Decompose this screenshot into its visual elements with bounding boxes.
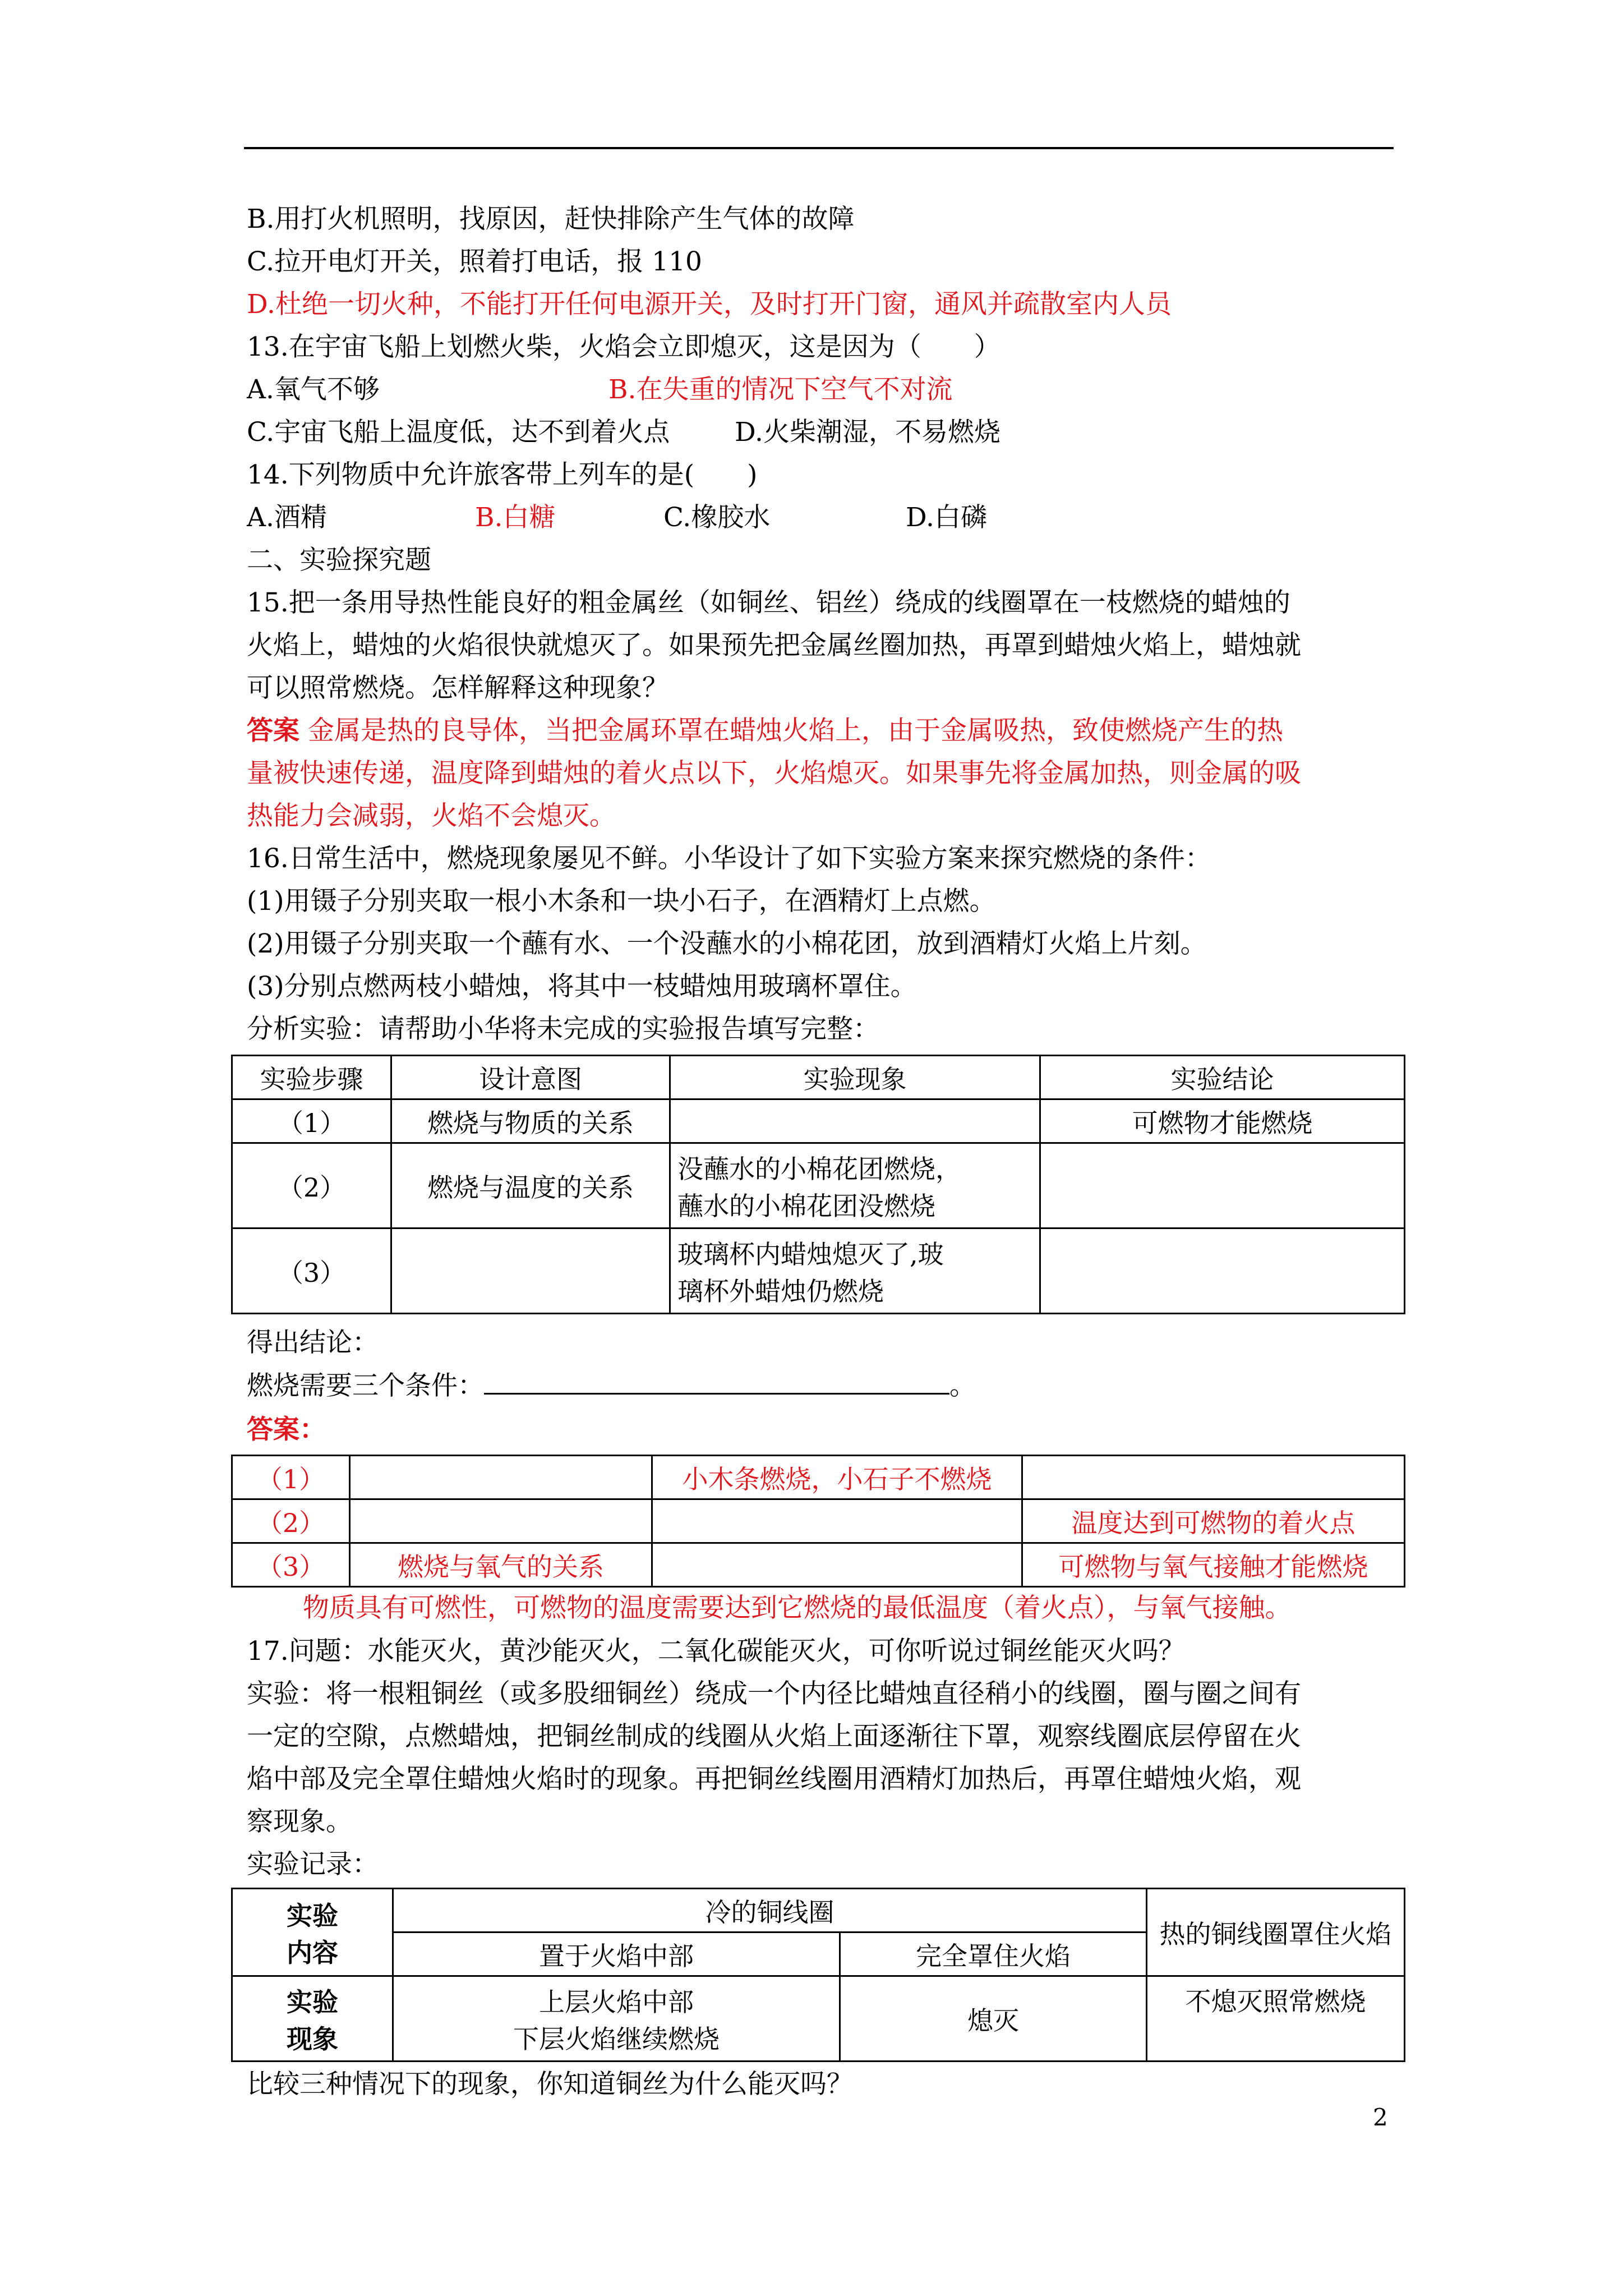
q15-answer-line-2: 量被快速传递，温度降到蜡烛的着火点以下，火焰熄灭。如果事先将金属加热，则金属的吸: [247, 758, 1301, 789]
q17-line-2: 实验：将一根粗铜丝（或多股细铜丝）绕成一个内径比蜡烛直径稍小的线圈，圈与圈之间有: [247, 1678, 1301, 1709]
table-cell: [670, 1228, 1040, 1314]
q12-option-b: B.用打火机照明，找原因，赶快排除产生气体的故障: [247, 204, 855, 234]
row-header-phenomenon: [232, 1976, 393, 2062]
hot-coil-header: 热的铜线圈罩住火焰: [1147, 1889, 1405, 1976]
header-cell: 设计意图: [391, 1056, 670, 1099]
q17-line-4: 焰中部及完全罩住蜡烛火焰时的现象。再把铜丝线圈用酒精灯加热后，再罩住蜡烛火焰，观: [247, 1764, 1301, 1795]
answer-cell: 温度达到可燃物的着火点: [1022, 1499, 1405, 1543]
phenomenon-full: 熄灭: [840, 1976, 1147, 2062]
q15-answer-line-1: [247, 709, 1283, 753]
answer-text: 金属是热的良导体，当把金属环罩在蜡烛火焰上，由于金属吸热，致使燃烧产生的热: [307, 715, 1283, 746]
answer-table: [231, 1455, 1405, 1588]
phenomenon-line: 蘸水的小棉花团没燃烧: [677, 1190, 935, 1221]
copper-coil-table: [231, 1888, 1405, 2062]
cold-coil-header: 冷的铜线圈: [393, 1889, 1147, 1932]
q13-option-c: C.宇宙飞船上温度低，达不到着火点: [247, 417, 670, 448]
table-cell: （1）: [232, 1099, 391, 1143]
header-rule: [244, 147, 1394, 149]
table-cell: [670, 1099, 1040, 1143]
conclusion-end: 。: [949, 1370, 976, 1401]
header-cell: 实验步骤: [232, 1056, 391, 1099]
phenomenon-line: 下层火焰继续燃烧: [513, 2023, 720, 2054]
q16-step-2: (2)用镊子分别夹取一个蘸有水、一个没蘸水的小棉花团，放到酒精灯火焰上片刻。: [247, 928, 1207, 959]
section-heading: 二、实验探究题: [247, 545, 431, 576]
q14-option-b-answer: B.白糖: [475, 502, 556, 533]
answer-cell: [350, 1456, 652, 1499]
q15-answer-line-3: 热能力会减弱，火焰不会熄灭。: [247, 800, 616, 831]
table-cell: （2）: [232, 1143, 391, 1228]
q12-option-c: C.拉开电灯开关，照着打电话，报 110: [247, 246, 702, 277]
conclusion-line: [247, 1364, 976, 1408]
q13-option-a: A.氧气不够: [247, 374, 380, 405]
header-cell: 实验结论: [1040, 1056, 1405, 1099]
q14-option-a: A.酒精: [247, 502, 327, 533]
header-cell: 实验现象: [670, 1056, 1040, 1099]
middle-header: 置于火焰中部: [393, 1932, 840, 1976]
q17-line-3: 一定的空隙，点燃蜡烛，把铜丝制成的线圈从火焰上面逐渐往下罩，观察线圈底层停留在火: [247, 1721, 1301, 1752]
table-cell: 可燃物才能燃烧: [1040, 1099, 1405, 1143]
answer-cell: （3）: [232, 1543, 350, 1587]
q15-line-2: 火焰上，蜡烛的火焰很快就熄灭了。如果预先把金属丝圈加热，再罩到蜡烛火焰上，蜡烛就: [247, 630, 1301, 661]
header-text: 实验: [287, 1986, 338, 2017]
q14-option-c: C.橡胶水: [663, 502, 771, 533]
experiment-report-table: [231, 1055, 1405, 1314]
page-number: 2: [1373, 2104, 1388, 2131]
q17-line-6: 实验记录：: [247, 1849, 379, 1880]
table-cell: [391, 1228, 670, 1314]
phenomenon-hot: 不熄灭照常燃烧: [1147, 1976, 1405, 2062]
q13-stem: 13.在宇宙飞船上划燃火柴，火焰会立即熄灭，这是因为（ ）: [247, 332, 1000, 362]
q13-option-d: D.火柴潮湿，不易燃烧: [735, 417, 1000, 448]
q12-option-d-answer: D.杜绝一切火种，不能打开任何电源开关，及时打开门窗，通风并疏散室内人员: [247, 289, 1172, 320]
table-cell: 燃烧与物质的关系: [391, 1099, 670, 1143]
conclusion-prompt: 燃烧需要三个条件：: [247, 1370, 484, 1401]
full-cover-header: 完全罩住火焰: [840, 1932, 1147, 1976]
answer-cell: （1）: [232, 1456, 350, 1499]
header-text: 实验: [287, 1900, 338, 1931]
answer-cell: 燃烧与氧气的关系: [350, 1543, 652, 1587]
answer-cell: [1022, 1456, 1405, 1499]
q17-line-5: 察现象。: [247, 1806, 352, 1837]
header-text: 现象: [287, 2023, 338, 2054]
answer-cell: [652, 1499, 1022, 1543]
answer-cell: 可燃物与氧气接触才能燃烧: [1022, 1543, 1405, 1587]
q16-answer-label: 答案：: [247, 1414, 326, 1445]
phenomenon-line: 上层火焰中部: [539, 1986, 694, 2017]
q16-step-1: (1)用镊子分别夹取一根小木条和一块小石子，在酒精灯上点燃。: [247, 886, 996, 917]
answer-blank[interactable]: [484, 1365, 949, 1395]
q16-line-1: 16.日常生活中，燃烧现象屡见不鲜。小华设计了如下实验方案来探究燃烧的条件：: [247, 843, 1211, 874]
phenomenon-middle: [393, 1976, 840, 2062]
q14-stem: 14.下列物质中允许旅客带上列车的是( ): [247, 459, 758, 490]
answer-label: 答案: [247, 715, 299, 746]
q16-step-3: (3)分别点燃两枝小蜡烛，将其中一枝蜡烛用玻璃杯罩住。: [247, 971, 917, 1002]
header-text: 内容: [287, 1937, 338, 1968]
table-cell: [670, 1143, 1040, 1228]
q17-line-1: 17.问题：水能灭火，黄沙能灭火，二氧化碳能灭火，可你听说过铜丝能灭火吗？: [247, 1636, 1185, 1667]
q16-answer-summary: 物质具有可燃性，可燃物的温度需要达到它燃烧的最低温度（着火点），与氧气接触。: [303, 1593, 1292, 1623]
row-header-content: [232, 1889, 393, 1976]
table-cell: [1040, 1228, 1405, 1314]
answer-cell: 小木条燃烧，小石子不燃烧: [652, 1456, 1022, 1499]
answer-cell: （2）: [232, 1499, 350, 1543]
table-cell: [1040, 1143, 1405, 1228]
q16-instruction: 分析实验：请帮助小华将未完成的实验报告填写完整：: [247, 1014, 879, 1045]
conclusion-title: 得出结论：: [247, 1327, 379, 1358]
q15-line-1: 15.把一条用导热性能良好的粗金属丝（如铜丝、铝丝）绕成的线圈罩在一枝燃烧的蜡烛的: [247, 587, 1290, 618]
table-cell: （3）: [232, 1228, 391, 1314]
table-cell: 燃烧与温度的关系: [391, 1143, 670, 1228]
phenomenon-line: 璃杯外蜡烛仍燃烧: [677, 1276, 884, 1306]
q14-option-d: D.白磷: [906, 502, 987, 533]
phenomenon-line: 没蘸水的小棉花团燃烧，: [677, 1153, 961, 1184]
phenomenon-line: 玻璃杯内蜡烛熄灭了,玻: [677, 1239, 944, 1269]
q13-option-b-answer: B.在失重的情况下空气不对流: [608, 374, 953, 405]
q15-line-3: 可以照常燃烧。怎样解释这种现象？: [247, 673, 668, 703]
answer-cell: [350, 1499, 652, 1543]
answer-cell: [652, 1543, 1022, 1587]
q17-question: 比较三种情况下的现象，你知道铜丝为什么能灭吗？: [247, 2069, 853, 2100]
